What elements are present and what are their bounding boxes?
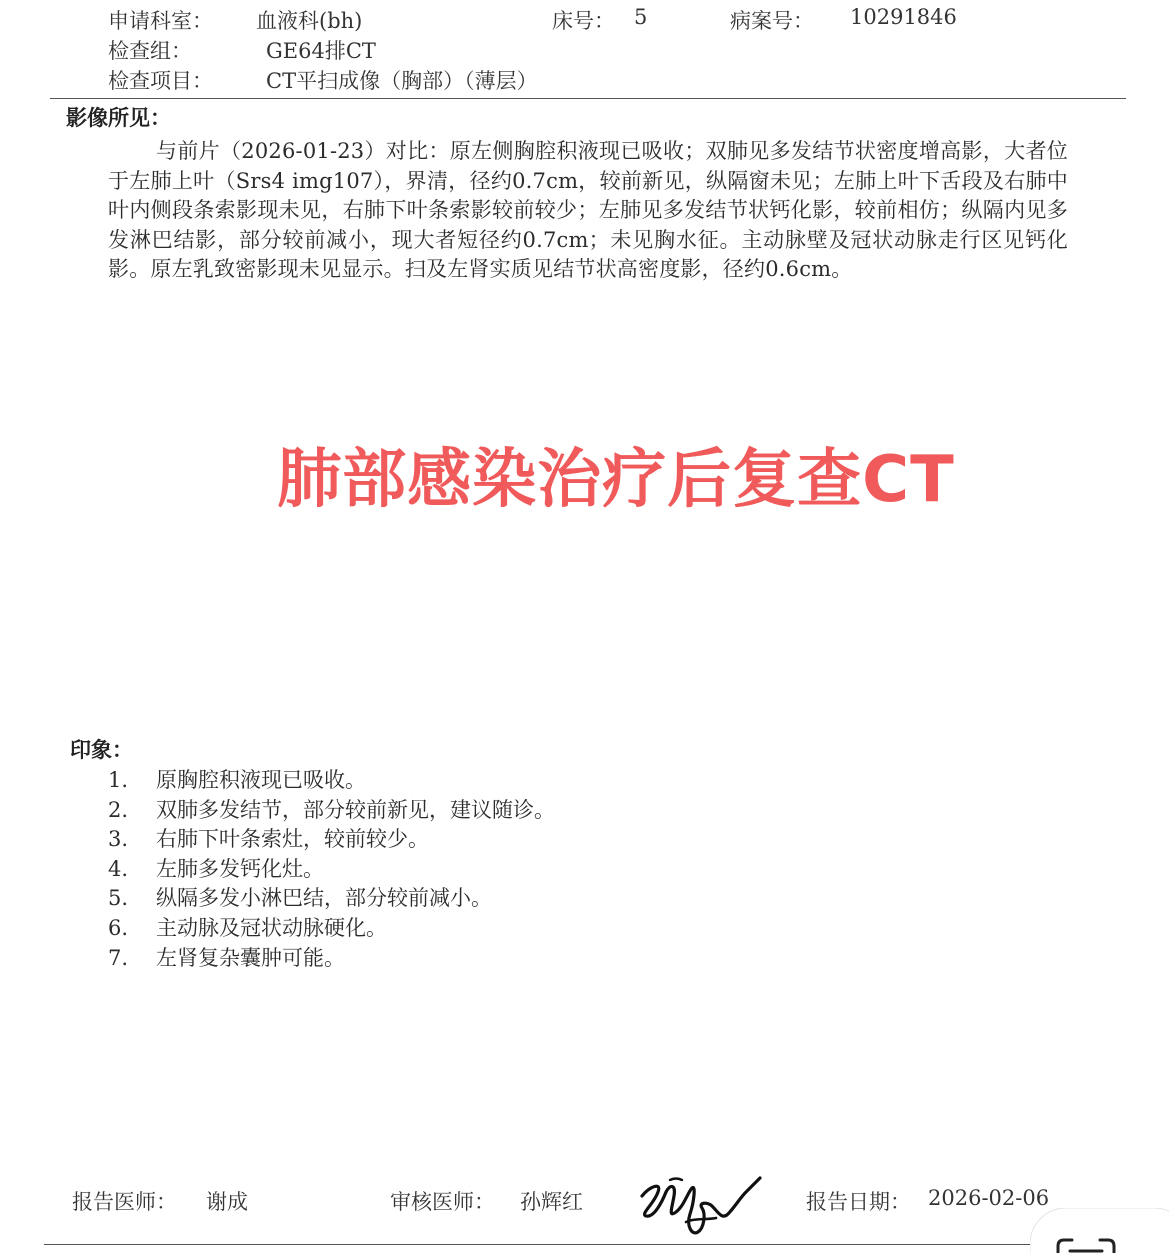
date-label: 报告日期： xyxy=(806,1190,911,1214)
impression-list xyxy=(108,766,555,973)
impression-item xyxy=(108,944,555,974)
record-value: 10291846 xyxy=(850,5,957,29)
impression-item-number: 3. xyxy=(108,827,129,852)
impression-item-text: 左肾复杂囊肿可能。 xyxy=(156,945,345,970)
item-label: 检查项目： xyxy=(108,69,213,93)
reviewer-label: 审核医师： xyxy=(390,1190,495,1214)
impression-item-text: 原胸腔积液现已吸收。 xyxy=(156,768,366,792)
impression-item-number: 7. xyxy=(108,945,129,970)
impression-label: 印象： xyxy=(70,738,133,762)
group-value: GE64排CT xyxy=(266,39,376,63)
record-label: 病案号： xyxy=(730,9,814,33)
findings-text: 与前片（2026-01-23）对比：原左侧胸腔积液现已吸收；双肺见多发结节状密度增高影，大者位于左肺上叶（Srs4 img107），界清，径约0.7cm，较前新见，纵隔窗未见；左肺上叶下舌段及右肺中叶内侧段条索影现未见，右肺下叶条索影较前较少；左肺见多发结节状钙化影，较前相仿；纵隔内见多发淋巴结影，部分较前减小，现大者短径约0.7cm；未见胸水征。主动脉壁及冠状动脉走行区见钙化影。原左乳致密影现未见显示。扫及左肾实质见结节状高密度影，径约0.6cm。 xyxy=(108,139,1068,281)
bed-value: 5 xyxy=(634,5,648,29)
scan-text-icon[interactable] xyxy=(1030,1208,1169,1253)
impression-item-number: 2. xyxy=(108,797,129,822)
impression-item-number: 4. xyxy=(108,856,129,881)
impression-item-text: 主动脉及冠状动脉硬化。 xyxy=(156,915,387,940)
reporter-label: 报告医师： xyxy=(72,1190,177,1214)
bed-label: 床号： xyxy=(552,9,615,33)
impression-item-number: 1. xyxy=(108,768,129,792)
impression-item-text: 右肺下叶条索灶，较前较少。 xyxy=(156,827,429,852)
impression-item-text: 双肺多发结节，部分较前新见，建议随诊。 xyxy=(156,797,555,822)
date-value: 2026-02-06 xyxy=(928,1186,1050,1210)
group-label: 检查组： xyxy=(108,39,192,63)
impression-item-text: 左肺多发钙化灶。 xyxy=(156,856,324,881)
impression-item-text: 纵隔多发小淋巴结，部分较前减小。 xyxy=(156,886,492,911)
findings-label: 影像所见： xyxy=(66,106,171,130)
footer-divider xyxy=(44,1244,1084,1245)
impression-item-number: 5. xyxy=(108,886,129,911)
reporter-name: 谢成 xyxy=(206,1190,248,1214)
header-divider xyxy=(50,98,1126,99)
impression-item xyxy=(108,825,555,855)
item-value: CT平扫成像（胸部）（薄层） xyxy=(266,69,538,93)
impression-item xyxy=(108,855,555,885)
dept-label: 申请科室： xyxy=(108,9,213,33)
impression-item-number: 6. xyxy=(108,915,129,940)
impression-item xyxy=(108,766,555,796)
overlay-title: 肺部感染治疗后复查CT xyxy=(277,443,955,517)
impression-item xyxy=(108,884,555,914)
impression-item xyxy=(108,796,555,826)
reviewer-name: 孙辉红 xyxy=(520,1190,583,1214)
impression-item xyxy=(108,914,555,944)
dept-value: 血液科(bh) xyxy=(256,9,363,33)
signature-image xyxy=(632,1162,764,1244)
